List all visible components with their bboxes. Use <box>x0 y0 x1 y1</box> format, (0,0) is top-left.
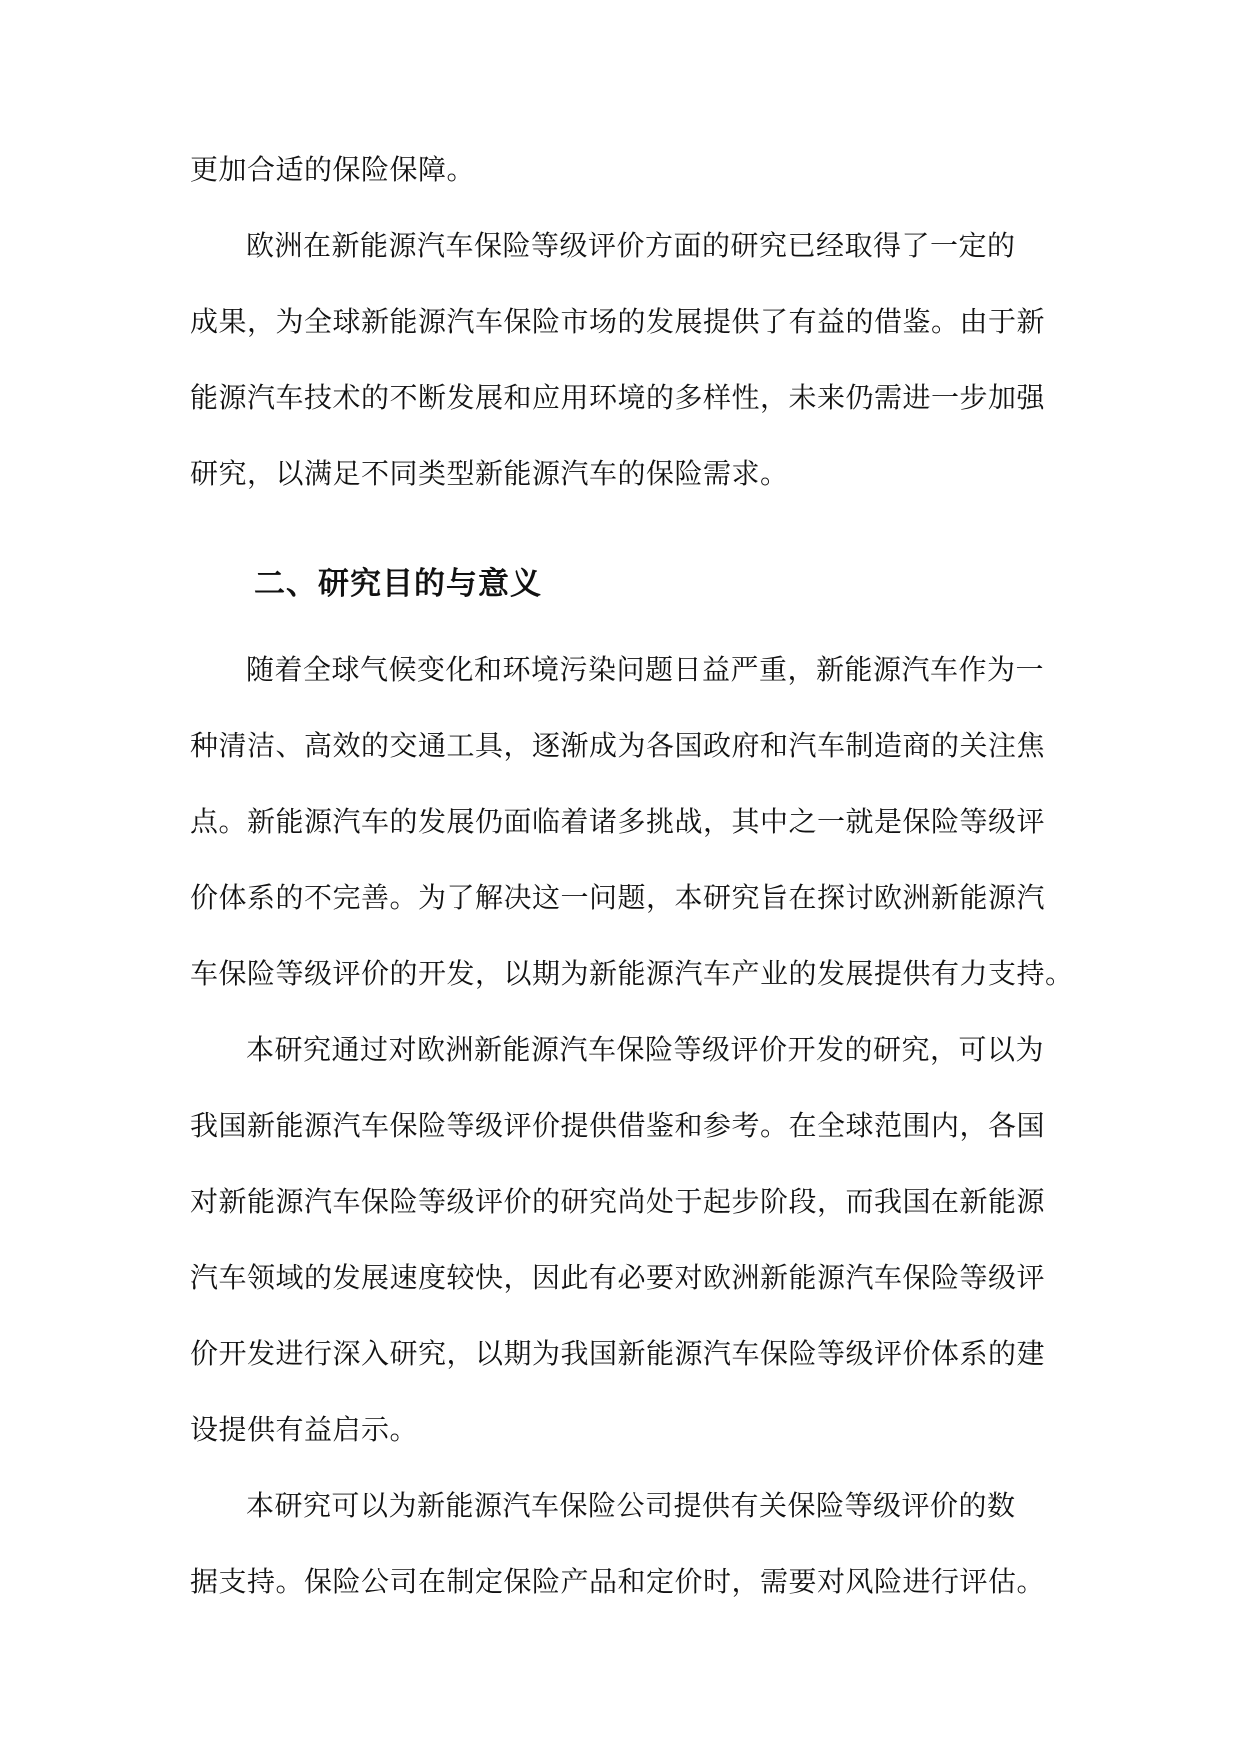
paragraph-line: 对新能源汽车保险等级评价的研究尚处于起步阶段，而我国在新能源 <box>190 1185 1046 1218</box>
paragraph-line: 点。新能源汽车的发展仍面临着诸多挑战，其中之一就是保险等级评 <box>190 805 1046 838</box>
paragraph-line: 欧洲在新能源汽车保险等级评价方面的研究已经取得了一定的 <box>246 229 1016 262</box>
paragraph-line: 车保险等级评价的开发，以期为新能源汽车产业的发展提供有力支持。 <box>190 957 1074 990</box>
paragraph-line: 研究，以满足不同类型新能源汽车的保险需求。 <box>190 457 789 490</box>
paragraph-line: 本研究可以为新能源汽车保险公司提供有关保险等级评价的数 <box>246 1489 1016 1522</box>
paragraph-line: 本研究通过对欧洲新能源汽车保险等级评价开发的研究，可以为 <box>246 1033 1045 1066</box>
paragraph-line: 我国新能源汽车保险等级评价提供借鉴和参考。在全球范围内，各国 <box>190 1109 1046 1142</box>
paragraph-line: 能源汽车技术的不断发展和应用环境的多样性，未来仍需进一步加强 <box>190 381 1046 414</box>
paragraph-line: 随着全球气候变化和环境污染问题日益严重，新能源汽车作为一 <box>246 653 1045 686</box>
paragraph-line: 设提供有益启示。 <box>190 1413 419 1446</box>
paragraph-line: 成果，为全球新能源汽车保险市场的发展提供了有益的借鉴。由于新 <box>190 305 1046 338</box>
paragraph-line: 种清洁、高效的交通工具，逐渐成为各国政府和汽车制造商的关注焦 <box>190 729 1046 762</box>
paragraph-line: 价体系的不完善。为了解决这一问题，本研究旨在探讨欧洲新能源汽 <box>190 881 1046 914</box>
paragraph-line: 更加合适的保险保障。 <box>190 153 476 186</box>
paragraph-line: 价开发进行深入研究，以期为我国新能源汽车保险等级评价体系的建 <box>190 1337 1046 1370</box>
paragraph-line: 汽车领域的发展速度较快，因此有必要对欧洲新能源汽车保险等级评 <box>190 1261 1046 1294</box>
paragraph-line: 据支持。保险公司在制定保险产品和定价时，需要对风险进行评估。 <box>190 1565 1046 1598</box>
section-heading: 二、研究目的与意义 <box>254 566 542 602</box>
